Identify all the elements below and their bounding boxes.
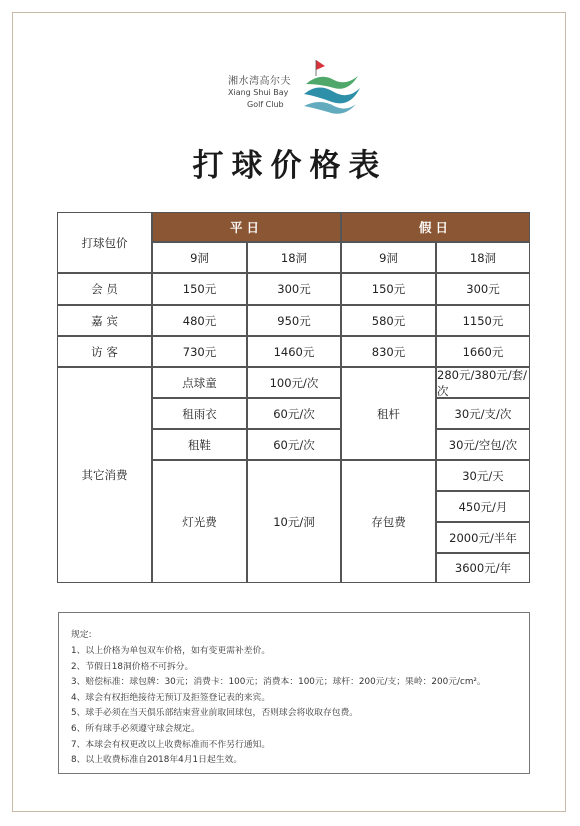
- bag-storage-price: 30元/天: [436, 460, 530, 491]
- price-cell: 1150元: [436, 305, 530, 336]
- rule-item: 4、球会有权拒绝接待无预订及拒签登记表的来宾。: [71, 692, 271, 703]
- weekday-9-holes: 9洞: [152, 242, 247, 273]
- fee-item-name: 租鞋: [152, 429, 247, 460]
- holiday-18-holes: 18洞: [436, 242, 530, 273]
- club-rental-price: 30元/支/次: [436, 398, 530, 429]
- fee-item-price: 100元/次: [247, 367, 341, 398]
- table-corner-header: 打球包价: [57, 212, 152, 273]
- rules-title: 规定:: [71, 630, 92, 640]
- price-cell: 150元: [341, 273, 436, 305]
- price-cell: 950元: [247, 305, 341, 336]
- fee-item-price: 10元/洞: [247, 460, 341, 583]
- price-cell: 580元: [341, 305, 436, 336]
- club-rental-price: 280元/380元/套/次: [436, 367, 530, 398]
- logo-name-en-line1: Xiang Shui Bay: [228, 88, 289, 97]
- logo-name-en-line2: Golf Club: [247, 100, 284, 109]
- row-label-other-fees: 其它消费: [57, 367, 152, 583]
- rule-item: 1、以上价格为单包双车价格，如有变更需补差价。: [71, 646, 271, 656]
- price-cell: 300元: [247, 273, 341, 305]
- price-cell: 830元: [341, 336, 436, 367]
- rule-item: 2、节假日18洞价格不可拆分。: [71, 661, 194, 672]
- rule-item: 8、以上收费标准自2018年4月1日起生效。: [71, 755, 243, 766]
- rule-item: 7、本球会有权更改以上收费标准而不作另行通知。: [71, 739, 271, 750]
- fee-item-name: 租雨衣: [152, 398, 247, 429]
- price-cell: 730元: [152, 336, 247, 367]
- price-cell: 300元: [436, 273, 530, 305]
- fee-item-name: 灯光费: [152, 460, 247, 583]
- page-title: 打球价格表: [192, 148, 388, 184]
- rule-item: 6、所有球手必须遵守球会规定。: [71, 723, 200, 734]
- club-rental-label: 租杆: [341, 367, 436, 460]
- price-cell: 1460元: [247, 336, 341, 367]
- price-cell: 480元: [152, 305, 247, 336]
- price-cell: 1660元: [436, 336, 530, 367]
- holiday-9-holes: 9洞: [341, 242, 436, 273]
- rules-box: [58, 612, 530, 774]
- bag-storage-price: 3600元/年: [436, 553, 530, 583]
- bag-storage-price: 450元/月: [436, 491, 530, 522]
- price-cell: 150元: [152, 273, 247, 305]
- row-label-guest: 嘉 宾: [57, 305, 152, 336]
- fee-item-price: 60元/次: [247, 429, 341, 460]
- logo-name-cn: 湘水湾高尔夫: [228, 76, 291, 87]
- rule-item: 3、赔偿标准：球包牌：30元；消费卡：100元；消费本：100元；球杆：200元/支；果岭：200元/cm²。: [71, 677, 486, 688]
- fee-item-price: 60元/次: [247, 398, 341, 429]
- row-label-member: 会 员: [57, 273, 152, 305]
- price-table: [58, 213, 530, 583]
- club-rental-price: 30元/空包/次: [436, 429, 530, 460]
- logo-wave-icon: [304, 58, 360, 116]
- rule-item: 5、球手必须在当天俱乐部结束营业前取回球包，否则球会将收取存包费。: [71, 708, 359, 719]
- club-logo: [228, 58, 358, 118]
- weekday-18-holes: 18洞: [247, 242, 341, 273]
- fee-item-name: 点球童: [152, 367, 247, 398]
- bag-storage-label: 存包费: [341, 460, 436, 583]
- holiday-header: 假日: [341, 212, 530, 242]
- row-label-visitor: 访 客: [57, 336, 152, 367]
- bag-storage-price: 2000元/半年: [436, 522, 530, 553]
- weekday-header: 平日: [152, 212, 341, 242]
